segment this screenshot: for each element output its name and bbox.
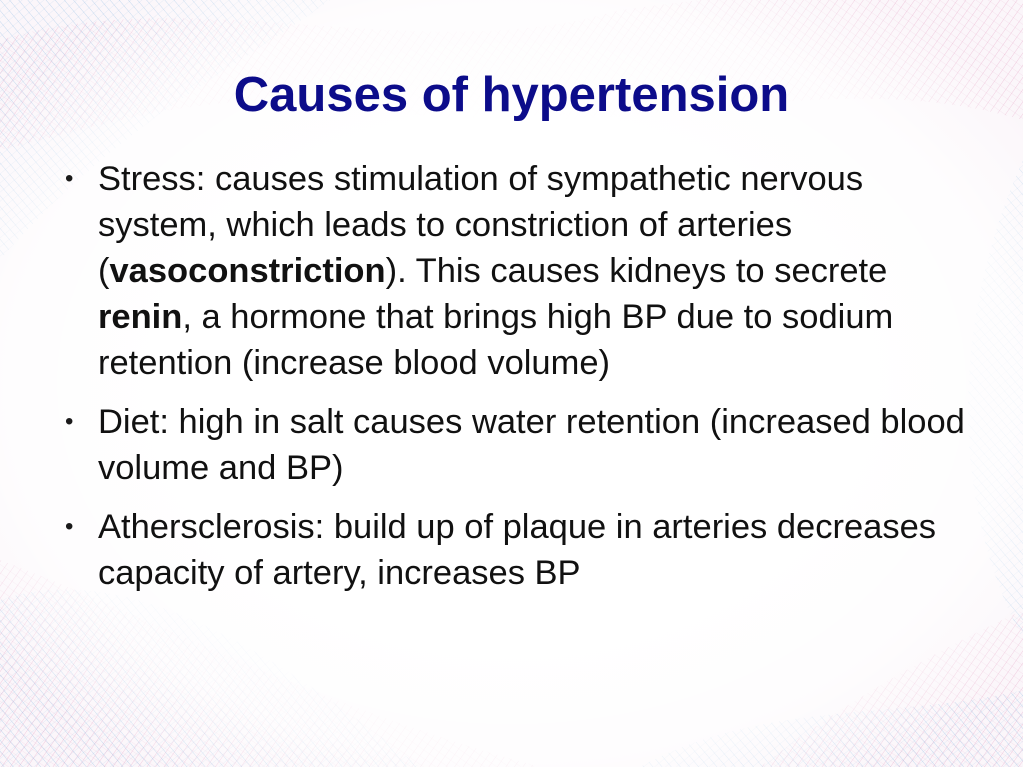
bold-term: renin [98,298,183,336]
bullet-marker: • [65,165,74,192]
bullet-list [65,156,978,609]
text-segment: , a hormone that brings high BP due to sodium retention (increase blood volume) [98,298,894,382]
text-segment: Diet: high in salt causes water retention (increased blood volume and BP) [98,403,965,487]
bullet-text [98,403,965,487]
slide-title: Causes of hypertension [233,68,790,122]
bold-term: vasoconstriction [109,252,386,290]
bullet-item [65,399,978,491]
bullet-marker: • [65,408,74,435]
bullet-item [65,156,978,386]
text-segment: Stress: causes stimulation of sympathetic nervous system, which leads to constriction of arteries ( [98,160,864,290]
bullet-text [98,508,936,592]
text-segment: Athersclerosis: build up of plaque in arteries decreases capacity of artery, increases BP [98,508,937,592]
bullet-marker: • [65,513,74,540]
text-segment: ). This causes kidneys to secrete [385,252,888,290]
bullet-text [98,160,893,382]
bullet-item [65,504,978,596]
